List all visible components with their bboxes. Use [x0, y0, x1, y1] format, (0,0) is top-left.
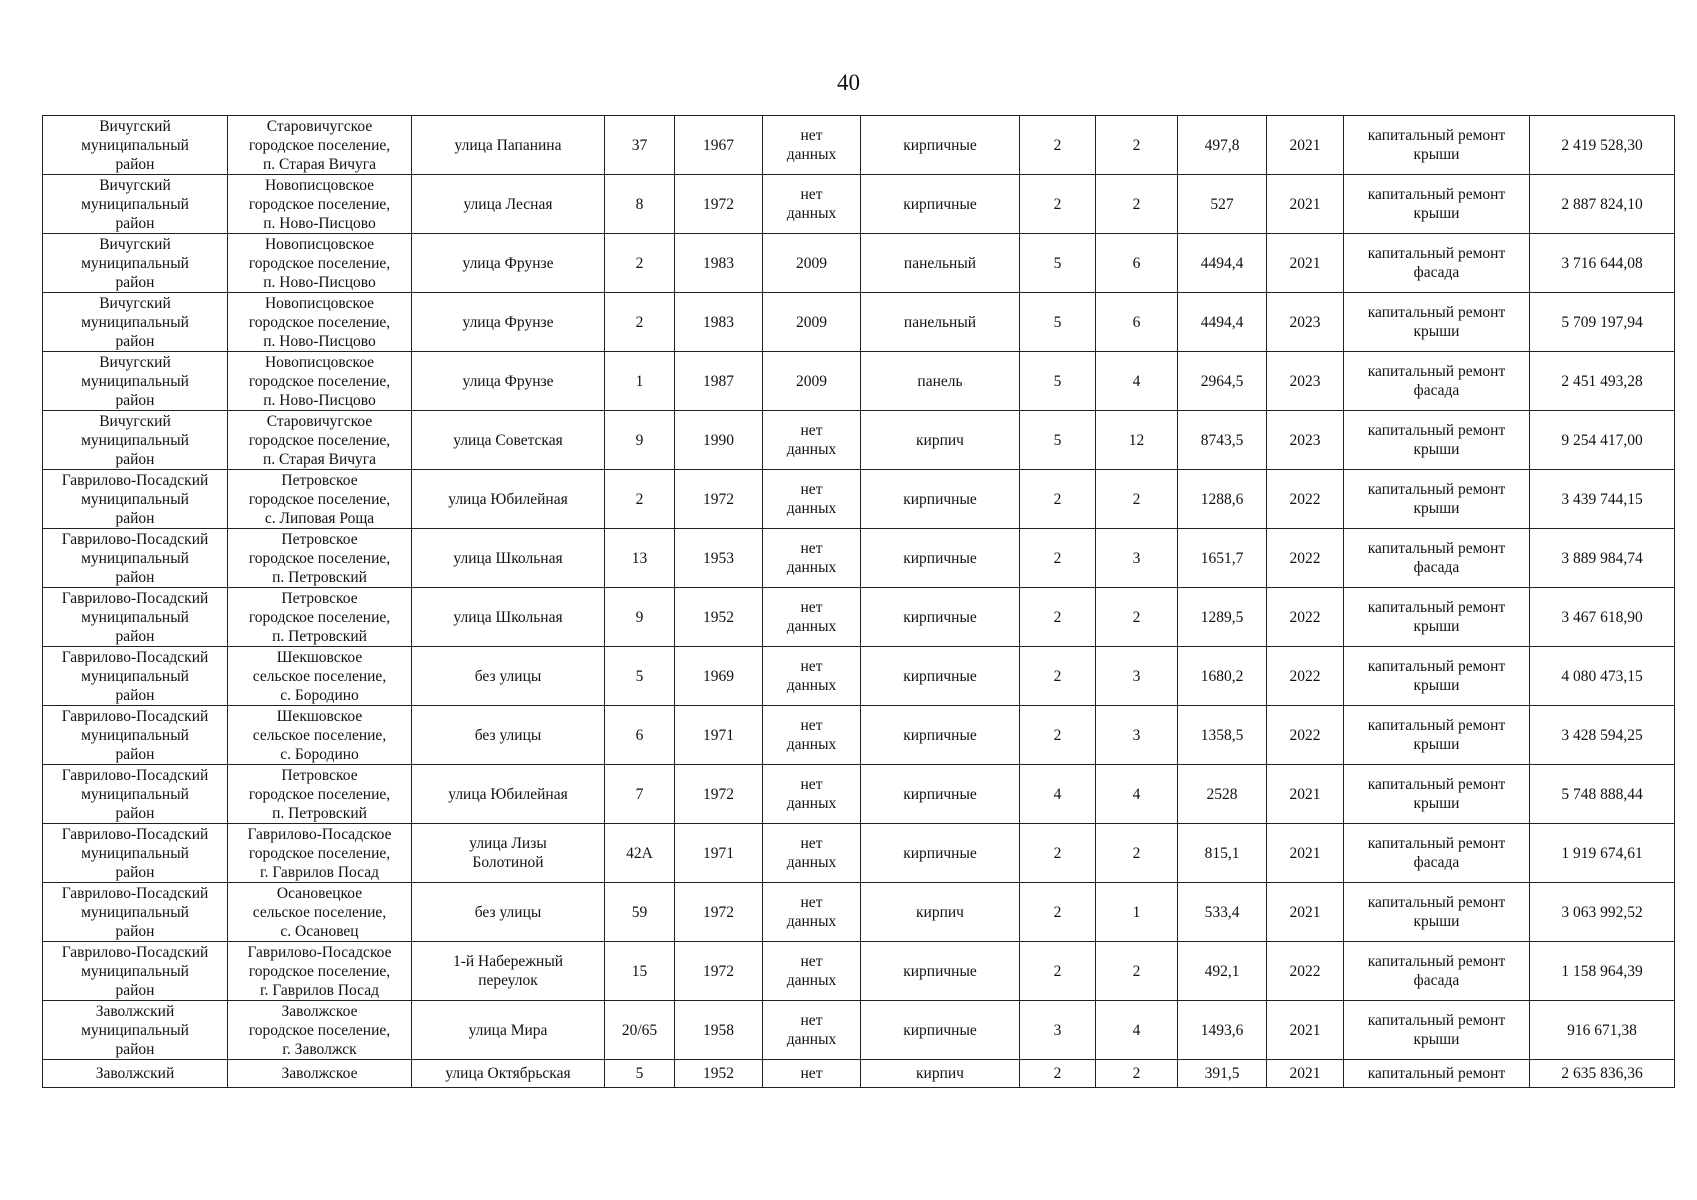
cell-house-number: 5 — [605, 1060, 675, 1088]
cell-district: Вичугский муниципальный район — [43, 352, 228, 411]
cell-floors: 2 — [1020, 116, 1096, 175]
cell-district: Вичугский муниципальный район — [43, 411, 228, 470]
cell-work-type: капитальный ремонт крыши — [1344, 765, 1530, 824]
cell-last-repair-year: 2009 — [763, 293, 861, 352]
cell-plan-year: 2021 — [1267, 824, 1344, 883]
cell-entrances: 2 — [1096, 470, 1178, 529]
cell-plan-year: 2021 — [1267, 1060, 1344, 1088]
cell-settlement: Старовичугское городское поселение, п. Старая Вичуга — [228, 116, 412, 175]
table-row — [43, 175, 1675, 234]
cell-district: Гаврилово-Посадский муниципальный район — [43, 883, 228, 942]
table-row — [43, 234, 1675, 293]
cell-floors: 2 — [1020, 529, 1096, 588]
table-row — [43, 588, 1675, 647]
cell-build-year: 1958 — [675, 1001, 763, 1060]
cell-entrances: 2 — [1096, 824, 1178, 883]
cell-street: улица Лизы Болотиной — [412, 824, 605, 883]
cell-wall-material: кирпичные — [861, 1001, 1020, 1060]
cell-entrances: 12 — [1096, 411, 1178, 470]
cell-district: Вичугский муниципальный район — [43, 234, 228, 293]
table-row — [43, 1060, 1675, 1088]
cell-entrances: 4 — [1096, 765, 1178, 824]
cell-build-year: 1971 — [675, 706, 763, 765]
table-row — [43, 352, 1675, 411]
cell-house-number: 13 — [605, 529, 675, 588]
cell-settlement: Гаврилово-Посадское городское поселение, г. Гаврилов Посад — [228, 824, 412, 883]
cell-entrances: 2 — [1096, 942, 1178, 1001]
table-row — [43, 647, 1675, 706]
cell-cost: 2 635 836,36 — [1530, 1060, 1675, 1088]
cell-plan-year: 2021 — [1267, 175, 1344, 234]
cell-cost: 3 063 992,52 — [1530, 883, 1675, 942]
cell-plan-year: 2022 — [1267, 529, 1344, 588]
cell-last-repair-year: 2009 — [763, 352, 861, 411]
cell-house-number: 42А — [605, 824, 675, 883]
cell-area: 1651,7 — [1178, 529, 1267, 588]
cell-cost: 3 716 644,08 — [1530, 234, 1675, 293]
cell-district: Заволжский — [43, 1060, 228, 1088]
cell-cost: 3 439 744,15 — [1530, 470, 1675, 529]
cell-plan-year: 2021 — [1267, 765, 1344, 824]
cell-district: Вичугский муниципальный район — [43, 293, 228, 352]
cell-build-year: 1952 — [675, 588, 763, 647]
cell-plan-year: 2021 — [1267, 234, 1344, 293]
cell-floors: 2 — [1020, 175, 1096, 234]
cell-build-year: 1972 — [675, 470, 763, 529]
cell-settlement: Осановецкое сельское поселение, с. Осановец — [228, 883, 412, 942]
table-row — [43, 116, 1675, 175]
cell-wall-material: панельный — [861, 293, 1020, 352]
cell-entrances: 2 — [1096, 175, 1178, 234]
cell-entrances: 3 — [1096, 706, 1178, 765]
cell-house-number: 7 — [605, 765, 675, 824]
cell-last-repair-year: нет данных — [763, 116, 861, 175]
cell-build-year: 1952 — [675, 1060, 763, 1088]
cell-work-type: капитальный ремонт фасада — [1344, 352, 1530, 411]
cell-last-repair-year: нет данных — [763, 824, 861, 883]
cell-area: 533,4 — [1178, 883, 1267, 942]
cell-settlement: Шекшовское сельское поселение, с. Бородино — [228, 647, 412, 706]
cell-plan-year: 2022 — [1267, 942, 1344, 1001]
cell-street: улица Мира — [412, 1001, 605, 1060]
cell-build-year: 1953 — [675, 529, 763, 588]
cell-plan-year: 2021 — [1267, 883, 1344, 942]
cell-street: улица Лесная — [412, 175, 605, 234]
cell-last-repair-year: нет данных — [763, 765, 861, 824]
cell-settlement: Петровское городское поселение, п. Петровский — [228, 765, 412, 824]
cell-build-year: 1983 — [675, 293, 763, 352]
table-row — [43, 1001, 1675, 1060]
cell-wall-material: кирпичные — [861, 470, 1020, 529]
cell-floors: 2 — [1020, 706, 1096, 765]
cell-floors: 2 — [1020, 824, 1096, 883]
cell-settlement: Петровское городское поселение, п. Петровский — [228, 529, 412, 588]
cell-floors: 5 — [1020, 352, 1096, 411]
cell-last-repair-year: нет данных — [763, 529, 861, 588]
cell-settlement: Новописцовское городское поселение, п. Ново-Писцово — [228, 352, 412, 411]
cell-area: 1680,2 — [1178, 647, 1267, 706]
cell-district: Гаврилово-Посадский муниципальный район — [43, 765, 228, 824]
cell-floors: 2 — [1020, 883, 1096, 942]
cell-house-number: 5 — [605, 647, 675, 706]
cell-work-type: капитальный ремонт фасада — [1344, 529, 1530, 588]
cell-house-number: 15 — [605, 942, 675, 1001]
cell-floors: 4 — [1020, 765, 1096, 824]
cell-entrances: 4 — [1096, 1001, 1178, 1060]
cell-plan-year: 2023 — [1267, 352, 1344, 411]
housing-repair-table — [42, 115, 1675, 1088]
cell-work-type: капитальный ремонт крыши — [1344, 883, 1530, 942]
cell-floors: 3 — [1020, 1001, 1096, 1060]
cell-area: 4494,4 — [1178, 234, 1267, 293]
cell-work-type: капитальный ремонт крыши — [1344, 706, 1530, 765]
cell-district: Гаврилово-Посадский муниципальный район — [43, 706, 228, 765]
cell-entrances: 6 — [1096, 234, 1178, 293]
cell-floors: 2 — [1020, 1060, 1096, 1088]
table-row — [43, 765, 1675, 824]
cell-cost: 4 080 473,15 — [1530, 647, 1675, 706]
cell-build-year: 1972 — [675, 765, 763, 824]
cell-street: улица Юбилейная — [412, 470, 605, 529]
cell-house-number: 6 — [605, 706, 675, 765]
cell-cost: 2 451 493,28 — [1530, 352, 1675, 411]
cell-entrances: 3 — [1096, 529, 1178, 588]
cell-area: 2528 — [1178, 765, 1267, 824]
cell-wall-material: кирпичные — [861, 942, 1020, 1001]
cell-build-year: 1990 — [675, 411, 763, 470]
cell-work-type: капитальный ремонт крыши — [1344, 647, 1530, 706]
cell-entrances: 3 — [1096, 647, 1178, 706]
cell-build-year: 1972 — [675, 942, 763, 1001]
cell-house-number: 9 — [605, 588, 675, 647]
cell-settlement: Петровское городское поселение, с. Липовая Роща — [228, 470, 412, 529]
cell-floors: 2 — [1020, 647, 1096, 706]
cell-district: Вичугский муниципальный район — [43, 116, 228, 175]
cell-area: 1289,5 — [1178, 588, 1267, 647]
cell-area: 815,1 — [1178, 824, 1267, 883]
cell-work-type: капитальный ремонт крыши — [1344, 116, 1530, 175]
cell-street: улица Фрунзе — [412, 293, 605, 352]
cell-cost: 2 887 824,10 — [1530, 175, 1675, 234]
table-body — [43, 116, 1675, 1088]
cell-plan-year: 2023 — [1267, 411, 1344, 470]
cell-last-repair-year: нет данных — [763, 706, 861, 765]
cell-work-type: капитальный ремонт фасада — [1344, 942, 1530, 1001]
cell-floors: 2 — [1020, 942, 1096, 1001]
cell-work-type: капитальный ремонт крыши — [1344, 588, 1530, 647]
cell-area: 4494,4 — [1178, 293, 1267, 352]
cell-wall-material: панель — [861, 352, 1020, 411]
cell-street: без улицы — [412, 647, 605, 706]
cell-cost: 3 467 618,90 — [1530, 588, 1675, 647]
table-row — [43, 293, 1675, 352]
cell-work-type: капитальный ремонт крыши — [1344, 1001, 1530, 1060]
table-row — [43, 824, 1675, 883]
cell-house-number: 8 — [605, 175, 675, 234]
cell-street: улица Юбилейная — [412, 765, 605, 824]
cell-wall-material: кирпичные — [861, 116, 1020, 175]
cell-entrances: 2 — [1096, 116, 1178, 175]
cell-street: улица Фрунзе — [412, 234, 605, 293]
cell-cost: 3 428 594,25 — [1530, 706, 1675, 765]
cell-work-type: капитальный ремонт крыши — [1344, 293, 1530, 352]
cell-build-year: 1969 — [675, 647, 763, 706]
cell-settlement: Шекшовское сельское поселение, с. Бородино — [228, 706, 412, 765]
cell-entrances: 2 — [1096, 1060, 1178, 1088]
cell-street: улица Советская — [412, 411, 605, 470]
cell-floors: 2 — [1020, 588, 1096, 647]
cell-wall-material: кирпичные — [861, 706, 1020, 765]
cell-street: без улицы — [412, 883, 605, 942]
table-row — [43, 942, 1675, 1001]
cell-area: 8743,5 — [1178, 411, 1267, 470]
cell-street: улица Октябрьская — [412, 1060, 605, 1088]
cell-house-number: 20/65 — [605, 1001, 675, 1060]
cell-last-repair-year: нет данных — [763, 883, 861, 942]
cell-area: 497,8 — [1178, 116, 1267, 175]
cell-house-number: 59 — [605, 883, 675, 942]
cell-wall-material: кирпичные — [861, 765, 1020, 824]
cell-last-repair-year: нет данных — [763, 588, 861, 647]
cell-area: 1493,6 — [1178, 1001, 1267, 1060]
cell-street: 1-й Набережный переулок — [412, 942, 605, 1001]
cell-area: 527 — [1178, 175, 1267, 234]
cell-last-repair-year: нет данных — [763, 942, 861, 1001]
cell-cost: 5 748 888,44 — [1530, 765, 1675, 824]
cell-plan-year: 2021 — [1267, 116, 1344, 175]
cell-wall-material: кирпичные — [861, 588, 1020, 647]
cell-wall-material: кирпич — [861, 883, 1020, 942]
cell-plan-year: 2021 — [1267, 1001, 1344, 1060]
cell-district: Гаврилово-Посадский муниципальный район — [43, 942, 228, 1001]
cell-street: улица Школьная — [412, 529, 605, 588]
cell-work-type: капитальный ремонт крыши — [1344, 175, 1530, 234]
page-number: 40 — [837, 70, 860, 95]
cell-cost: 5 709 197,94 — [1530, 293, 1675, 352]
cell-wall-material: кирпич — [861, 411, 1020, 470]
cell-wall-material: кирпичные — [861, 824, 1020, 883]
cell-last-repair-year: нет — [763, 1060, 861, 1088]
cell-plan-year: 2022 — [1267, 647, 1344, 706]
cell-entrances: 4 — [1096, 352, 1178, 411]
cell-last-repair-year: 2009 — [763, 234, 861, 293]
cell-cost: 916 671,38 — [1530, 1001, 1675, 1060]
cell-entrances: 6 — [1096, 293, 1178, 352]
cell-house-number: 37 — [605, 116, 675, 175]
cell-settlement: Гаврилово-Посадское городское поселение, г. Гаврилов Посад — [228, 942, 412, 1001]
cell-entrances: 2 — [1096, 588, 1178, 647]
cell-last-repair-year: нет данных — [763, 1001, 861, 1060]
cell-area: 1358,5 — [1178, 706, 1267, 765]
table-row — [43, 883, 1675, 942]
cell-work-type: капитальный ремонт фасада — [1344, 234, 1530, 293]
cell-work-type: капитальный ремонт — [1344, 1060, 1530, 1088]
cell-house-number: 2 — [605, 293, 675, 352]
cell-plan-year: 2022 — [1267, 470, 1344, 529]
cell-area: 492,1 — [1178, 942, 1267, 1001]
cell-work-type: капитальный ремонт крыши — [1344, 411, 1530, 470]
cell-settlement: Новописцовское городское поселение, п. Ново-Писцово — [228, 175, 412, 234]
cell-plan-year: 2022 — [1267, 706, 1344, 765]
table-row — [43, 706, 1675, 765]
cell-wall-material: кирпич — [861, 1060, 1020, 1088]
cell-plan-year: 2023 — [1267, 293, 1344, 352]
cell-settlement: Заволжское — [228, 1060, 412, 1088]
cell-plan-year: 2022 — [1267, 588, 1344, 647]
cell-settlement: Петровское городское поселение, п. Петровский — [228, 588, 412, 647]
table-row — [43, 411, 1675, 470]
cell-district: Гаврилово-Посадский муниципальный район — [43, 588, 228, 647]
cell-build-year: 1971 — [675, 824, 763, 883]
cell-entrances: 1 — [1096, 883, 1178, 942]
cell-district: Гаврилово-Посадский муниципальный район — [43, 824, 228, 883]
cell-district: Гаврилово-Посадский муниципальный район — [43, 470, 228, 529]
cell-settlement: Заволжское городское поселение, г. Заволжск — [228, 1001, 412, 1060]
cell-district: Заволжский муниципальный район — [43, 1001, 228, 1060]
cell-wall-material: панельный — [861, 234, 1020, 293]
cell-house-number: 2 — [605, 234, 675, 293]
cell-street: улица Фрунзе — [412, 352, 605, 411]
cell-area: 2964,5 — [1178, 352, 1267, 411]
cell-house-number: 2 — [605, 470, 675, 529]
cell-floors: 5 — [1020, 411, 1096, 470]
cell-street: без улицы — [412, 706, 605, 765]
cell-settlement: Новописцовское городское поселение, п. Ново-Писцово — [228, 293, 412, 352]
cell-street: улица Папанина — [412, 116, 605, 175]
cell-last-repair-year: нет данных — [763, 411, 861, 470]
cell-build-year: 1983 — [675, 234, 763, 293]
cell-build-year: 1967 — [675, 116, 763, 175]
cell-build-year: 1972 — [675, 883, 763, 942]
cell-cost: 2 419 528,30 — [1530, 116, 1675, 175]
cell-street: улица Школьная — [412, 588, 605, 647]
cell-work-type: капитальный ремонт крыши — [1344, 470, 1530, 529]
cell-settlement: Старовичугское городское поселение, п. Старая Вичуга — [228, 411, 412, 470]
cell-area: 391,5 — [1178, 1060, 1267, 1088]
cell-cost: 1 158 964,39 — [1530, 942, 1675, 1001]
cell-district: Гаврилово-Посадский муниципальный район — [43, 529, 228, 588]
cell-build-year: 1987 — [675, 352, 763, 411]
cell-area: 1288,6 — [1178, 470, 1267, 529]
cell-cost: 3 889 984,74 — [1530, 529, 1675, 588]
cell-wall-material: кирпичные — [861, 529, 1020, 588]
cell-district: Вичугский муниципальный район — [43, 175, 228, 234]
table-row — [43, 470, 1675, 529]
cell-floors: 5 — [1020, 293, 1096, 352]
cell-settlement: Новописцовское городское поселение, п. Ново-Писцово — [228, 234, 412, 293]
cell-work-type: капитальный ремонт фасада — [1344, 824, 1530, 883]
cell-last-repair-year: нет данных — [763, 647, 861, 706]
cell-district: Гаврилово-Посадский муниципальный район — [43, 647, 228, 706]
cell-last-repair-year: нет данных — [763, 470, 861, 529]
cell-floors: 5 — [1020, 234, 1096, 293]
table-row — [43, 529, 1675, 588]
cell-house-number: 9 — [605, 411, 675, 470]
cell-last-repair-year: нет данных — [763, 175, 861, 234]
cell-cost: 1 919 674,61 — [1530, 824, 1675, 883]
cell-build-year: 1972 — [675, 175, 763, 234]
cell-cost: 9 254 417,00 — [1530, 411, 1675, 470]
cell-house-number: 1 — [605, 352, 675, 411]
cell-wall-material: кирпичные — [861, 175, 1020, 234]
cell-floors: 2 — [1020, 470, 1096, 529]
cell-wall-material: кирпичные — [861, 647, 1020, 706]
